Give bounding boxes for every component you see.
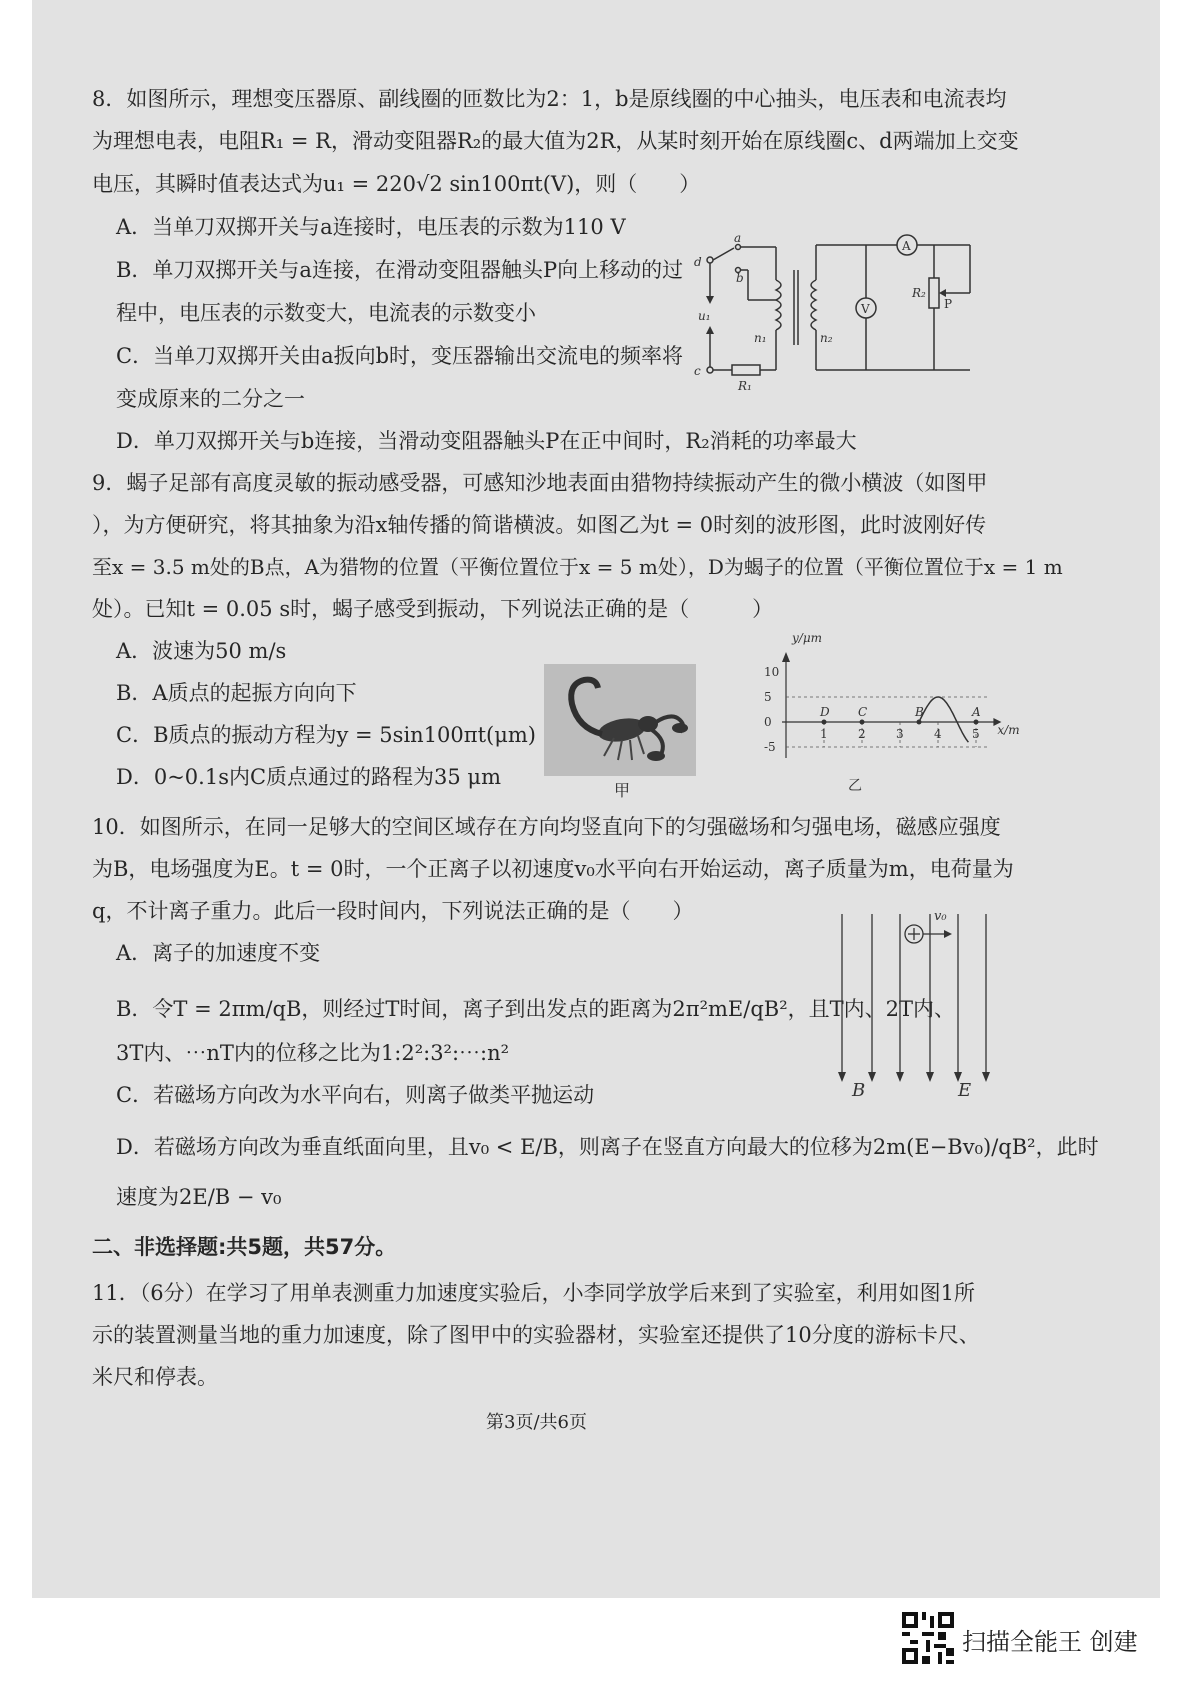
q10-option-b-2: 3T内、⋯nT内的位移之比为1:2²:3²:⋯:n²	[116, 1041, 510, 1065]
q8-option-d: D．单刀双掷开关与b连接，当滑动变阻器触头P在正中间时，R₂消耗的功率最大	[116, 429, 857, 453]
point-C	[860, 720, 865, 725]
y-tick-label: 0	[764, 715, 772, 729]
q10-line-3: q，不计离子重力。此后一段时间内，下列说法正确的是（ ）	[92, 899, 694, 923]
q11-line-3: 米尺和停表。	[92, 1365, 218, 1389]
page-number: 第3页/共6页	[486, 1412, 587, 1433]
q8-line-3: 电压，其瞬时值表达式为u₁ = 220√2 sin100πt(V)，则（ ）	[92, 172, 701, 196]
q8-option-c-1: C．当单刀双掷开关由a扳向b时，变压器输出交流电的频率将	[116, 344, 684, 368]
q10-option-c: C．若磁场方向改为水平向右，则离子做类平抛运动	[116, 1083, 595, 1107]
q10-option-d-1: D．若磁场方向改为垂直纸面向里，且v₀ < E/B，则离子在竖直方向最大的位移为2m(E−Bv₀)/qB²，此时	[116, 1135, 1099, 1159]
label-u1: u₁	[698, 309, 711, 323]
field-diagram	[830, 900, 1010, 1100]
point-label-C: C	[858, 705, 868, 719]
transformer-circuit-diagram	[690, 230, 980, 400]
q10-line-1: 10．如图所示，在同一足够大的空间区域存在方向均竖直向下的匀强磁场和匀强电场，磁感应强度	[92, 815, 1001, 839]
wave-curve	[919, 697, 968, 742]
label-r1: R₁	[738, 379, 752, 393]
voltmeter-label: V	[861, 302, 870, 316]
field-arrowhead	[982, 1072, 990, 1082]
scanner-watermark: 扫描全能王 创建	[962, 1628, 1138, 1656]
q8-option-a: A．当单刀双掷开关与a连接时，电压表的示数为110 V	[116, 215, 626, 239]
q9-line-3: 至x = 3.5 m处的B点，A为猎物的位置（平衡位置位于x = 5 m处），D为蝎子的位置（平衡位置位于x = 1 m	[92, 555, 1063, 579]
chart-caption: 乙	[848, 778, 862, 794]
q9-line-2: ），为方便研究，将其抽象为沿x轴传播的简谐横波。如图乙为t = 0时刻的波形图，此时波刚好传	[92, 513, 987, 537]
point-label-D: D	[820, 705, 830, 719]
q10-option-b-1: B．令T = 2πm/qB，则经过T时间，离子到出发点的距离为2π²mE/qB²，且T内、2T内、	[116, 997, 955, 1021]
point-label-A: A	[972, 705, 981, 719]
q8-option-b-2: 程中，电压表的示数变大，电流表的示数变小	[116, 301, 536, 325]
x-axis-label: x/m	[997, 723, 1020, 737]
label-d: d	[694, 255, 702, 269]
ammeter-label: A	[902, 239, 911, 253]
label-n1: n₁	[754, 331, 767, 345]
y-axis-label: y/μm	[792, 631, 822, 645]
label-E: E	[958, 1080, 972, 1101]
field-arrowhead	[926, 1072, 934, 1082]
label-r2: R₂	[912, 286, 926, 300]
q9-option-a: A．波速为50 m/s	[116, 639, 287, 663]
q8-line-1: 8．如图所示，理想变压器原、副线圈的匝数比为2：1，b是原线圈的中心抽头，电压表和电流表均	[92, 87, 1007, 111]
field-arrowhead	[838, 1072, 846, 1082]
point-D	[822, 720, 827, 725]
label-n2: n₂	[820, 331, 833, 345]
qr-code-icon	[902, 1612, 954, 1664]
x-tick-label: 3	[896, 727, 904, 741]
q9-option-d: D．0~0.1s内C质点通过的路程为35 μm	[116, 765, 501, 789]
point-A	[974, 720, 979, 725]
wave-chart	[730, 628, 1020, 796]
label-v0: v₀	[934, 909, 947, 924]
point-B	[917, 720, 922, 725]
q8-line-2: 为理想电表，电阻R₁ = R，滑动变阻器R₂的最大值为2R，从某时刻开始在原线圈c、d两端加上交变	[92, 129, 1019, 153]
y-tick-label: 10	[764, 665, 780, 679]
x-tick-label: 5	[972, 727, 980, 741]
q11-line-2: 示的装置测量当地的重力加速度，除了图甲中的实验器材，实验室还提供了10分度的游标卡尺、	[92, 1323, 980, 1347]
q9-option-b: B．A质点的起振方向向下	[116, 681, 357, 705]
photo-caption: 甲	[614, 781, 631, 800]
q10-option-d-2: 速度为2E/B − v₀	[116, 1185, 282, 1209]
section-heading: 二、非选择题:共5题，共57分。	[92, 1235, 397, 1259]
scorpion-photo	[544, 664, 696, 776]
label-b: b	[736, 271, 744, 285]
field-arrowhead	[868, 1072, 876, 1082]
label-p: P	[944, 297, 953, 311]
q9-option-c: C．B质点的振动方程为y = 5sin100πt(μm)	[116, 723, 536, 747]
q8-option-b-1: B．单刀双掷开关与a连接，在滑动变阻器触头P向上移动的过	[116, 258, 684, 282]
point-label-B: B	[915, 705, 924, 719]
x-tick-label: 2	[858, 727, 866, 741]
q10-line-2: 为B，电场强度为E。t = 0时，一个正离子以初速度v₀水平向右开始运动，离子质量为m，电荷量为	[92, 857, 1014, 881]
x-tick-label: 4	[934, 727, 942, 741]
x-tick-label: 1	[820, 727, 828, 741]
label-a: a	[734, 231, 742, 245]
y-tick-label: -5	[764, 740, 776, 754]
q9-line-1: 9．蝎子足部有高度灵敏的振动感受器，可感知沙地表面由猎物持续振动产生的微小横波（如图甲	[92, 471, 988, 495]
q11-line-1: 11．（6分）在学习了用单表测重力加速度实验后，小李同学放学后来到了实验室，利用如图1所	[92, 1281, 975, 1305]
label-B: B	[852, 1080, 866, 1101]
field-arrowhead	[896, 1072, 904, 1082]
label-c: c	[694, 364, 701, 378]
y-axis-arrow	[782, 652, 790, 662]
y-tick-label: 5	[764, 690, 772, 704]
q9-line-4: 处）。已知t = 0.05 s时，蝎子感受到振动，下列说法正确的是（ ）	[92, 597, 774, 621]
q8-option-c-2: 变成原来的二分之一	[116, 387, 305, 411]
q10-option-a: A．离子的加速度不变	[116, 941, 321, 965]
